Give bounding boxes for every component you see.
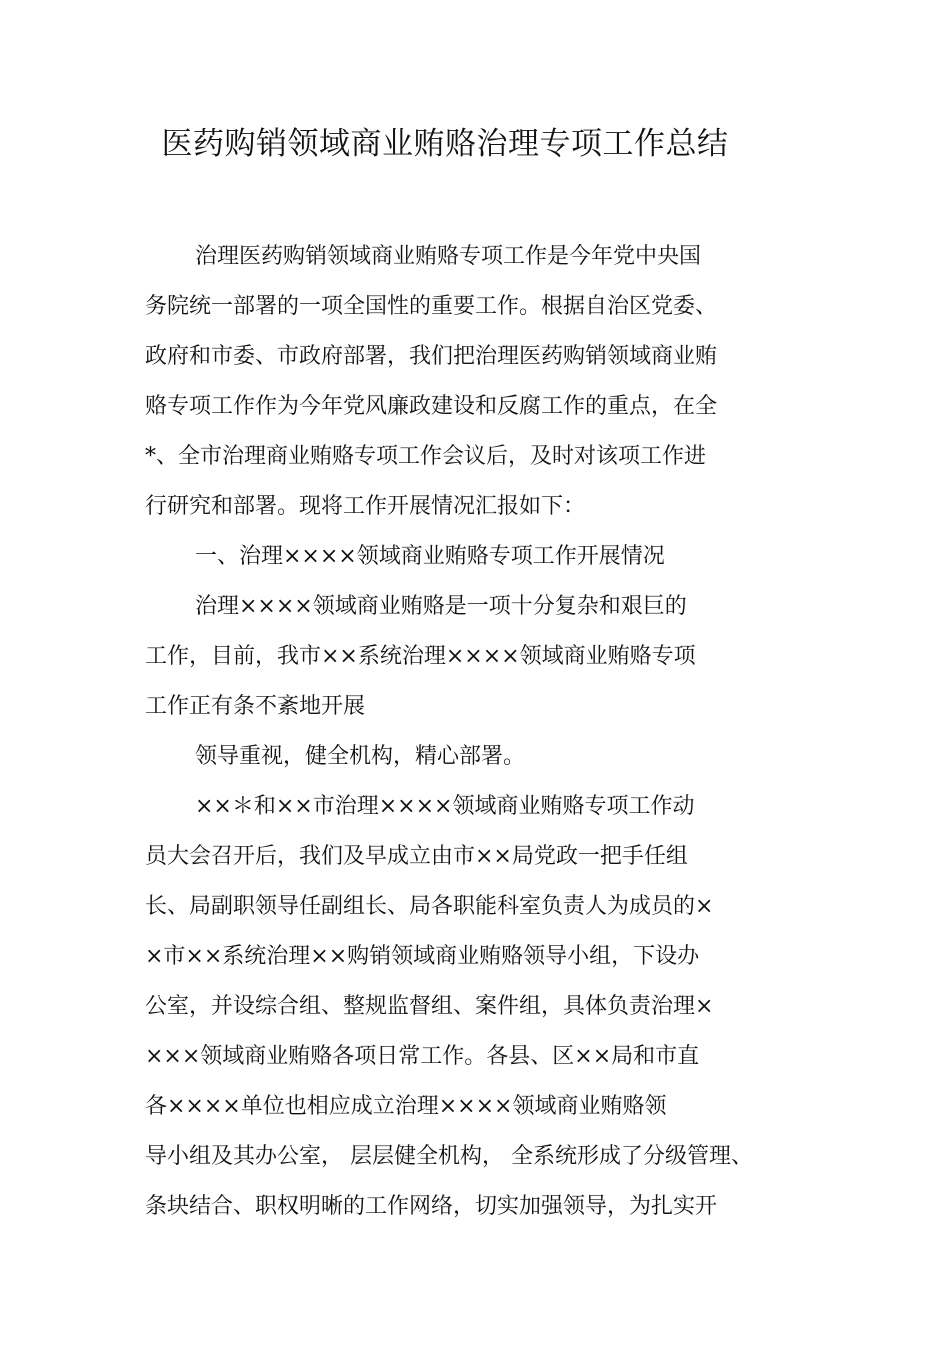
paragraph-line: 各××××单位也相应成立治理××××领域商业贿赂领	[145, 1094, 667, 1119]
paragraph-line: 条块结合、职权明晰的工作网络，切实加强领导，为扎实开	[145, 1194, 718, 1219]
paragraph-line: ×市××系统治理××购销领域商业贿赂领导小组，下设办	[145, 944, 700, 969]
section-heading: 一、治理××××领域商业贿赂专项工作开展情况	[195, 544, 665, 569]
paragraph-line: 治理××××领域商业贿赂是一项十分复杂和艰巨的	[195, 594, 687, 619]
paragraph-line: 行研究和部署。现将工作开展情况汇报如下：	[145, 494, 586, 519]
paragraph-line: 工作正有条不紊地开展	[145, 694, 366, 719]
paragraph-line: 治理医药购销领域商业贿赂专项工作是今年党中央国	[195, 244, 702, 269]
paragraph-line: 赂专项工作作为今年党风廉政建设和反腐工作的重点，在全	[145, 394, 718, 419]
paragraph-line: 公室，并设综合组、整规监督组、案件组，具体负责治理×	[145, 994, 714, 1019]
paragraph-line: 工作，目前，我市××系统治理××××领域商业贿赂专项	[145, 644, 696, 669]
paragraph-line: *、全市治理商业贿赂专项工作会议后，及时对该项工作进	[145, 444, 707, 469]
paragraph-line: ×××领域商业贿赂各项日常工作。各县、区××局和市直	[145, 1044, 700, 1069]
document-title: 医药购销领域商业贿赂治理专项工作总结	[161, 126, 729, 162]
subsection-heading: 领导重视，健全机构，精心部署。	[195, 744, 526, 769]
paragraph-line: 务院统一部署的一项全国性的重要工作。根据自治区党委、	[145, 294, 718, 319]
paragraph-line: 员大会召开后，我们及早成立由市××局党政一把手任组	[145, 844, 688, 869]
paragraph-line: ××＊和××市治理××××领域商业贿赂专项工作动	[195, 794, 695, 819]
paragraph-line: 长、局副职领导任副组长、局各职能科室负责人为成员的×	[145, 894, 714, 919]
paragraph-line: 导小组及其办公室， 层层健全机构， 全系统形成了分级管理、	[145, 1144, 753, 1169]
paragraph-line: 政府和市委、市政府部署，我们把治理医药购销领域商业贿	[145, 344, 718, 369]
